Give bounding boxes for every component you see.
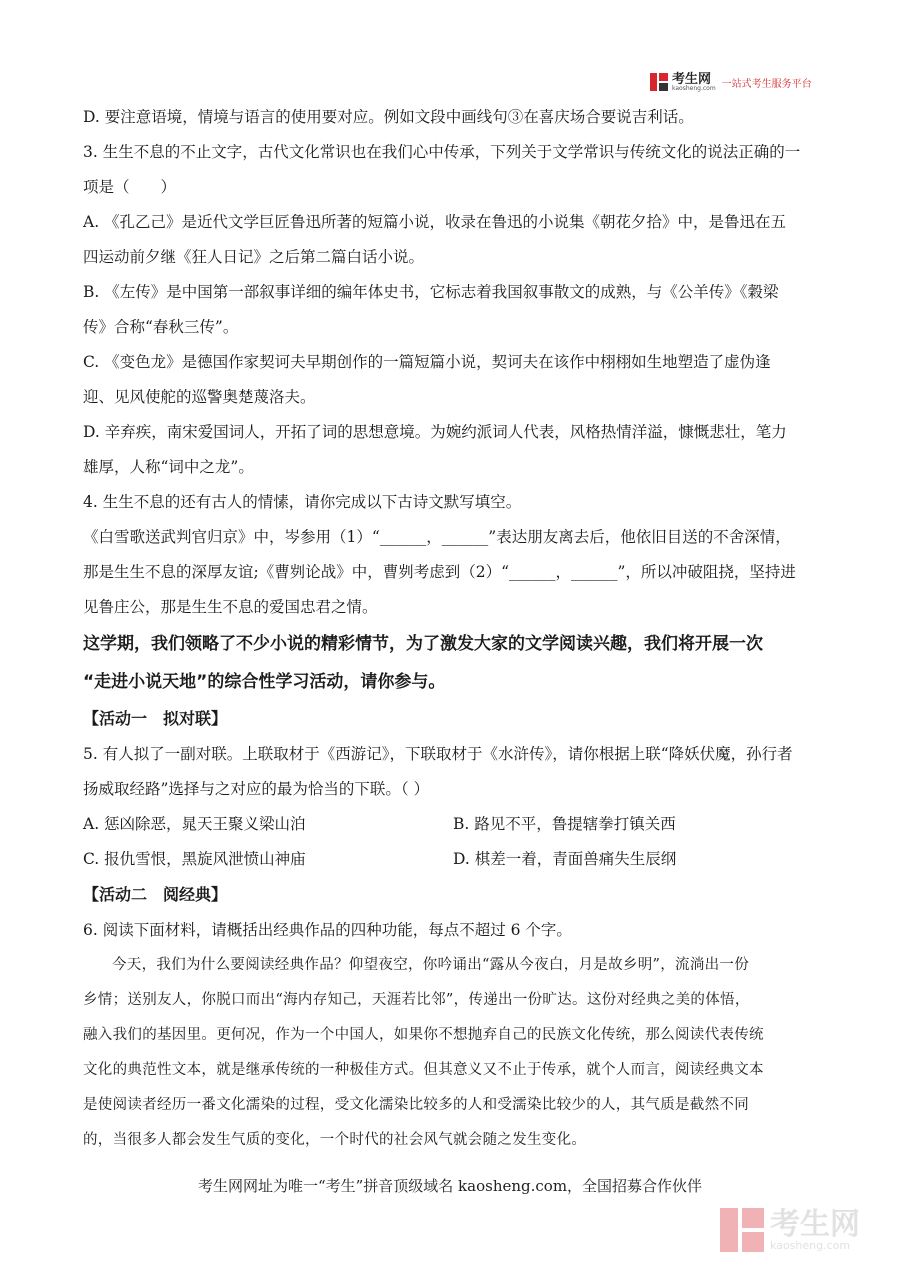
passage-line: 融入我们的基因里。更何况，作为一个中国人，如果你不想抛弃自己的民族文化传统，那么阅读代表传统 (83, 1027, 764, 1043)
text-line: 传》合称“春秋三传”。 (83, 318, 239, 336)
logo-icon (650, 73, 668, 91)
question-4: 4. 生生不息的还有古人的情愫，请你完成以下古诗文默写填空。 (83, 493, 522, 511)
text-line: 项是（ ） (83, 178, 177, 196)
passage-line: 是使阅读者经历一番文化濡染的过程，受文化濡染比较多的人和受濡染比较少的人，其气质是截然不同 (83, 1097, 749, 1113)
intro-bold: “走进小说天地”的综合性学习活动，请你参与。 (83, 672, 446, 692)
text-line: 《白雪歌送武判官归京》中，岑参用（1）“______，______”表达朋友离去后，他依旧目送的不舍深情， (83, 528, 791, 546)
passage-line: 文化的典范性文本，就是继承传统的一种极佳方式。但其意义又不止于传承，就个人而言，阅读经典文本 (83, 1062, 764, 1078)
option-b: B. 《左传》是中国第一部叙事详细的编年体史书，它标志着我国叙事散文的成熟，与《公羊传》《穀梁 (83, 283, 779, 301)
header-logo (650, 70, 812, 94)
text-line: D. 要注意语境，情境与语言的使用要对应。例如文段中画线句③在喜庆场合要说吉利话。 (83, 108, 694, 126)
passage-line: 乡情；送别友人，你脱口而出“海内存知己，天涯若比邻”，传递出一份旷达。这份对经典之美的体悟， (83, 992, 750, 1008)
text-line: 四运动前夕继《狂人日记》之后第二篇白话小说。 (83, 248, 425, 266)
q5-option-d: D. 棋差一着，青面兽痛失生辰纲 (453, 850, 677, 868)
question-5: 5. 有人拟了一副对联。上联取材于《西游记》，下联取材于《水浒传》，请你根据上联“降妖伏魔，孙行者 (83, 745, 793, 763)
text-line: 扬威取经路”选择与之对应的最为恰当的下联。（ ） (83, 780, 430, 798)
passage-line: 的，当很多人都会发生气质的变化，一个时代的社会风气就会随之发生变化。 (83, 1132, 587, 1148)
q5-option-a: A. 惩凶除恶，晁天王聚义梁山泊 (83, 815, 306, 833)
text-line: 雄厚，人称“词中之龙”。 (83, 458, 254, 476)
activity-1-title: 【活动一 拟对联】 (83, 709, 228, 728)
q5-option-c: C. 报仇雪恨，黑旋风泄愤山神庙 (83, 850, 306, 868)
watermark-logo (720, 1208, 860, 1252)
text-line: 迎、见风使舵的巡警奥楚蔑洛夫。 (83, 388, 316, 406)
activity-2-title: 【活动二 阅经典】 (83, 885, 228, 904)
logo-name: 考生网 (672, 71, 712, 87)
question-6: 6. 阅读下面材料，请概括出经典作品的四种功能，每点不超过 6 个字。 (83, 921, 572, 939)
logo-domain: kaosheng.com (672, 84, 716, 92)
watermark-icon (720, 1208, 764, 1252)
question-3: 3. 生生不息的不止文字，古代文化常识也在我们心中传承，下列关于文学常识与传统文化的说法正确的一 (83, 143, 801, 161)
passage-line: 今天，我们为什么要阅读经典作品？仰望夜空，你吟诵出“露从今夜白，月是故乡明”，流淌出一份 (112, 957, 750, 973)
option-c: C. 《变色龙》是德国作家契诃夫早期创作的一篇短篇小说，契诃夫在该作中栩栩如生地塑造了虚伪逢 (83, 353, 771, 371)
q5-option-b: B. 路见不平，鲁提辖拳打镇关西 (453, 815, 676, 833)
text-line: 见鲁庄公，那是生生不息的爱国忠君之情。 (83, 598, 378, 616)
text-line: 那是生生不息的深厚友谊;《曹刿论战》中，曹刿考虑到（2）“______，______”，所以冲破阻挠，坚持进 (83, 563, 796, 581)
intro-bold: 这学期，我们领略了不少小说的精彩情节，为了激发大家的文学阅读兴趣，我们将开展一次 (83, 634, 763, 654)
option-a: A. 《孔乙己》是近代文学巨匠鲁迅所著的短篇小说，收录在鲁迅的小说集《朝花夕拾》中，是鲁迅在五 (83, 213, 787, 231)
question-5-options (83, 807, 823, 877)
logo-slogan: 一站式考生服务平台 (721, 78, 812, 90)
watermark-name: 考生网 (770, 1206, 860, 1242)
watermark-domain: kaosheng.com (770, 1238, 851, 1252)
option-d: D. 辛弃疾，南宋爱国词人，开拓了词的思想意境。为婉约派词人代表，风格热情洋溢，慷慨悲壮，笔力 (83, 423, 787, 441)
page-footer: 考生网网址为唯一“考生”拼音顶级域名 kaosheng.com，全国招募合作伙伴 (197, 1177, 703, 1195)
document-body (83, 100, 823, 1158)
